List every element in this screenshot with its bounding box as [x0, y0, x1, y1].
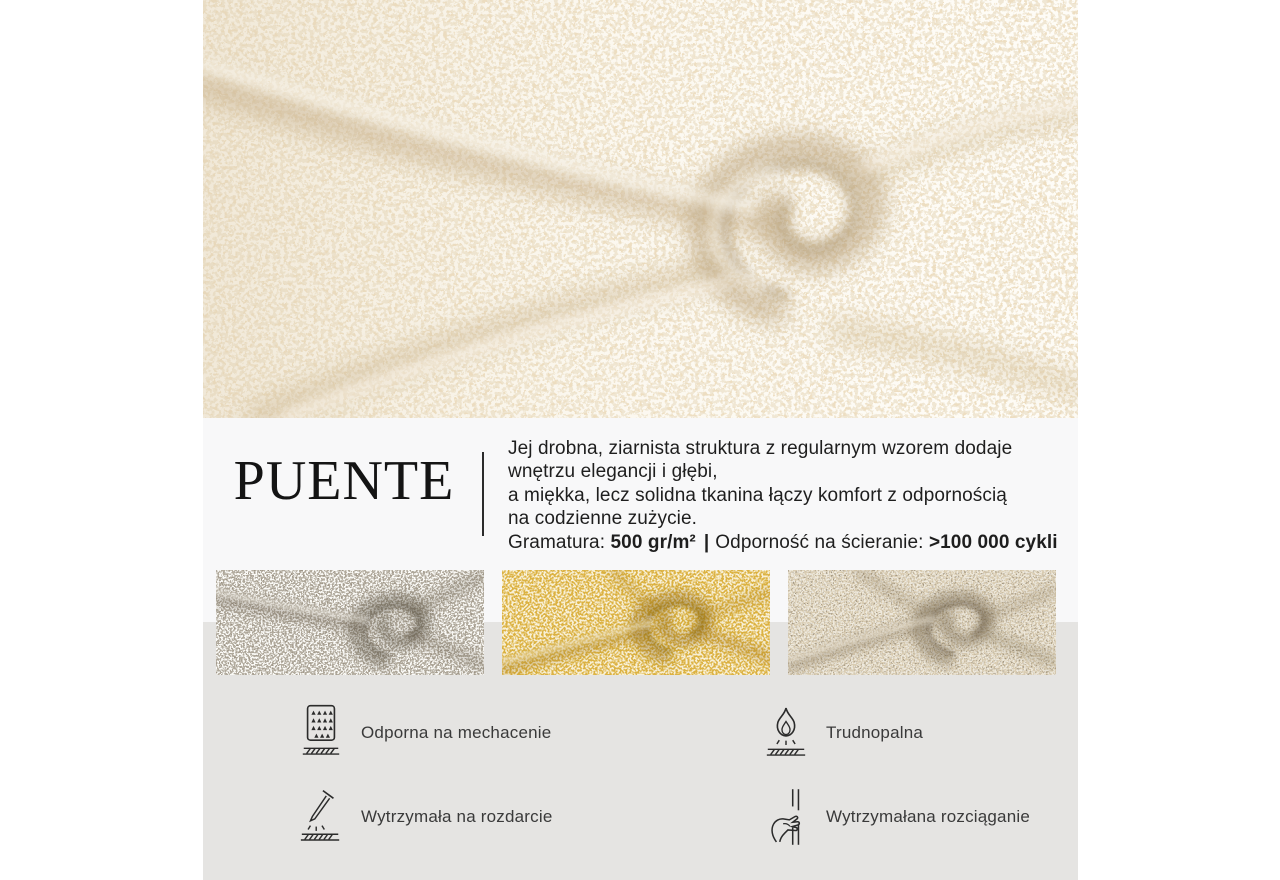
- spec-separator: |: [703, 531, 710, 553]
- product-description: [508, 437, 1074, 554]
- tear-resistant-icon: [298, 786, 344, 848]
- description-line: na codzienne zużycie.: [508, 508, 698, 530]
- weight-label: Gramatura:: [508, 531, 606, 553]
- fabric-swatch-gray: [216, 570, 484, 675]
- description-line: a miękka, lecz solidna tkanina łączy komfort z odpornością: [508, 484, 1007, 506]
- fabric-swatch-yellow: [502, 570, 770, 675]
- anti-pilling-icon: [298, 702, 344, 764]
- feature-label: Wytrzymała na rozdarcie: [361, 807, 553, 826]
- description-line: wnętrzu elegancji i głębi,: [508, 461, 718, 483]
- abrasion-label: Odporność na ścieranie:: [715, 531, 924, 553]
- stretch-resistant-icon: [763, 786, 809, 848]
- spec-line: [508, 531, 1074, 554]
- feature-stretch-resistant: [763, 786, 1030, 848]
- page-title: PUENTE: [233, 450, 455, 512]
- feature-label: Wytrzymałana rozciąganie: [826, 807, 1031, 826]
- abrasion-value: >100 000 cykli: [928, 531, 1058, 553]
- hero-fabric-image: [203, 0, 1078, 418]
- fabric-swatch-beige: [788, 570, 1056, 675]
- yellow-boucle-swirl-graphic: [502, 570, 770, 675]
- cream-boucle-swirl-graphic: [203, 0, 1078, 418]
- feature-tear-resistant: [298, 786, 553, 848]
- feature-anti-pilling: [298, 702, 551, 764]
- gray-boucle-swirl-graphic: [216, 570, 484, 675]
- flame-resistant-icon: [763, 702, 809, 764]
- feature-label: Trudnopalna: [826, 723, 924, 742]
- beige-boucle-swirl-graphic: [788, 570, 1056, 675]
- weight-value: 500 gr/m²: [610, 531, 696, 553]
- color-swatch-row: [216, 570, 1056, 675]
- description-line: Jej drobna, ziarnista struktura z regularnym wzorem dodaje: [508, 438, 1013, 459]
- feature-label: Odporna na mechacenie: [361, 723, 552, 742]
- vertical-divider: [482, 452, 484, 536]
- feature-flame-resistant: [763, 702, 923, 764]
